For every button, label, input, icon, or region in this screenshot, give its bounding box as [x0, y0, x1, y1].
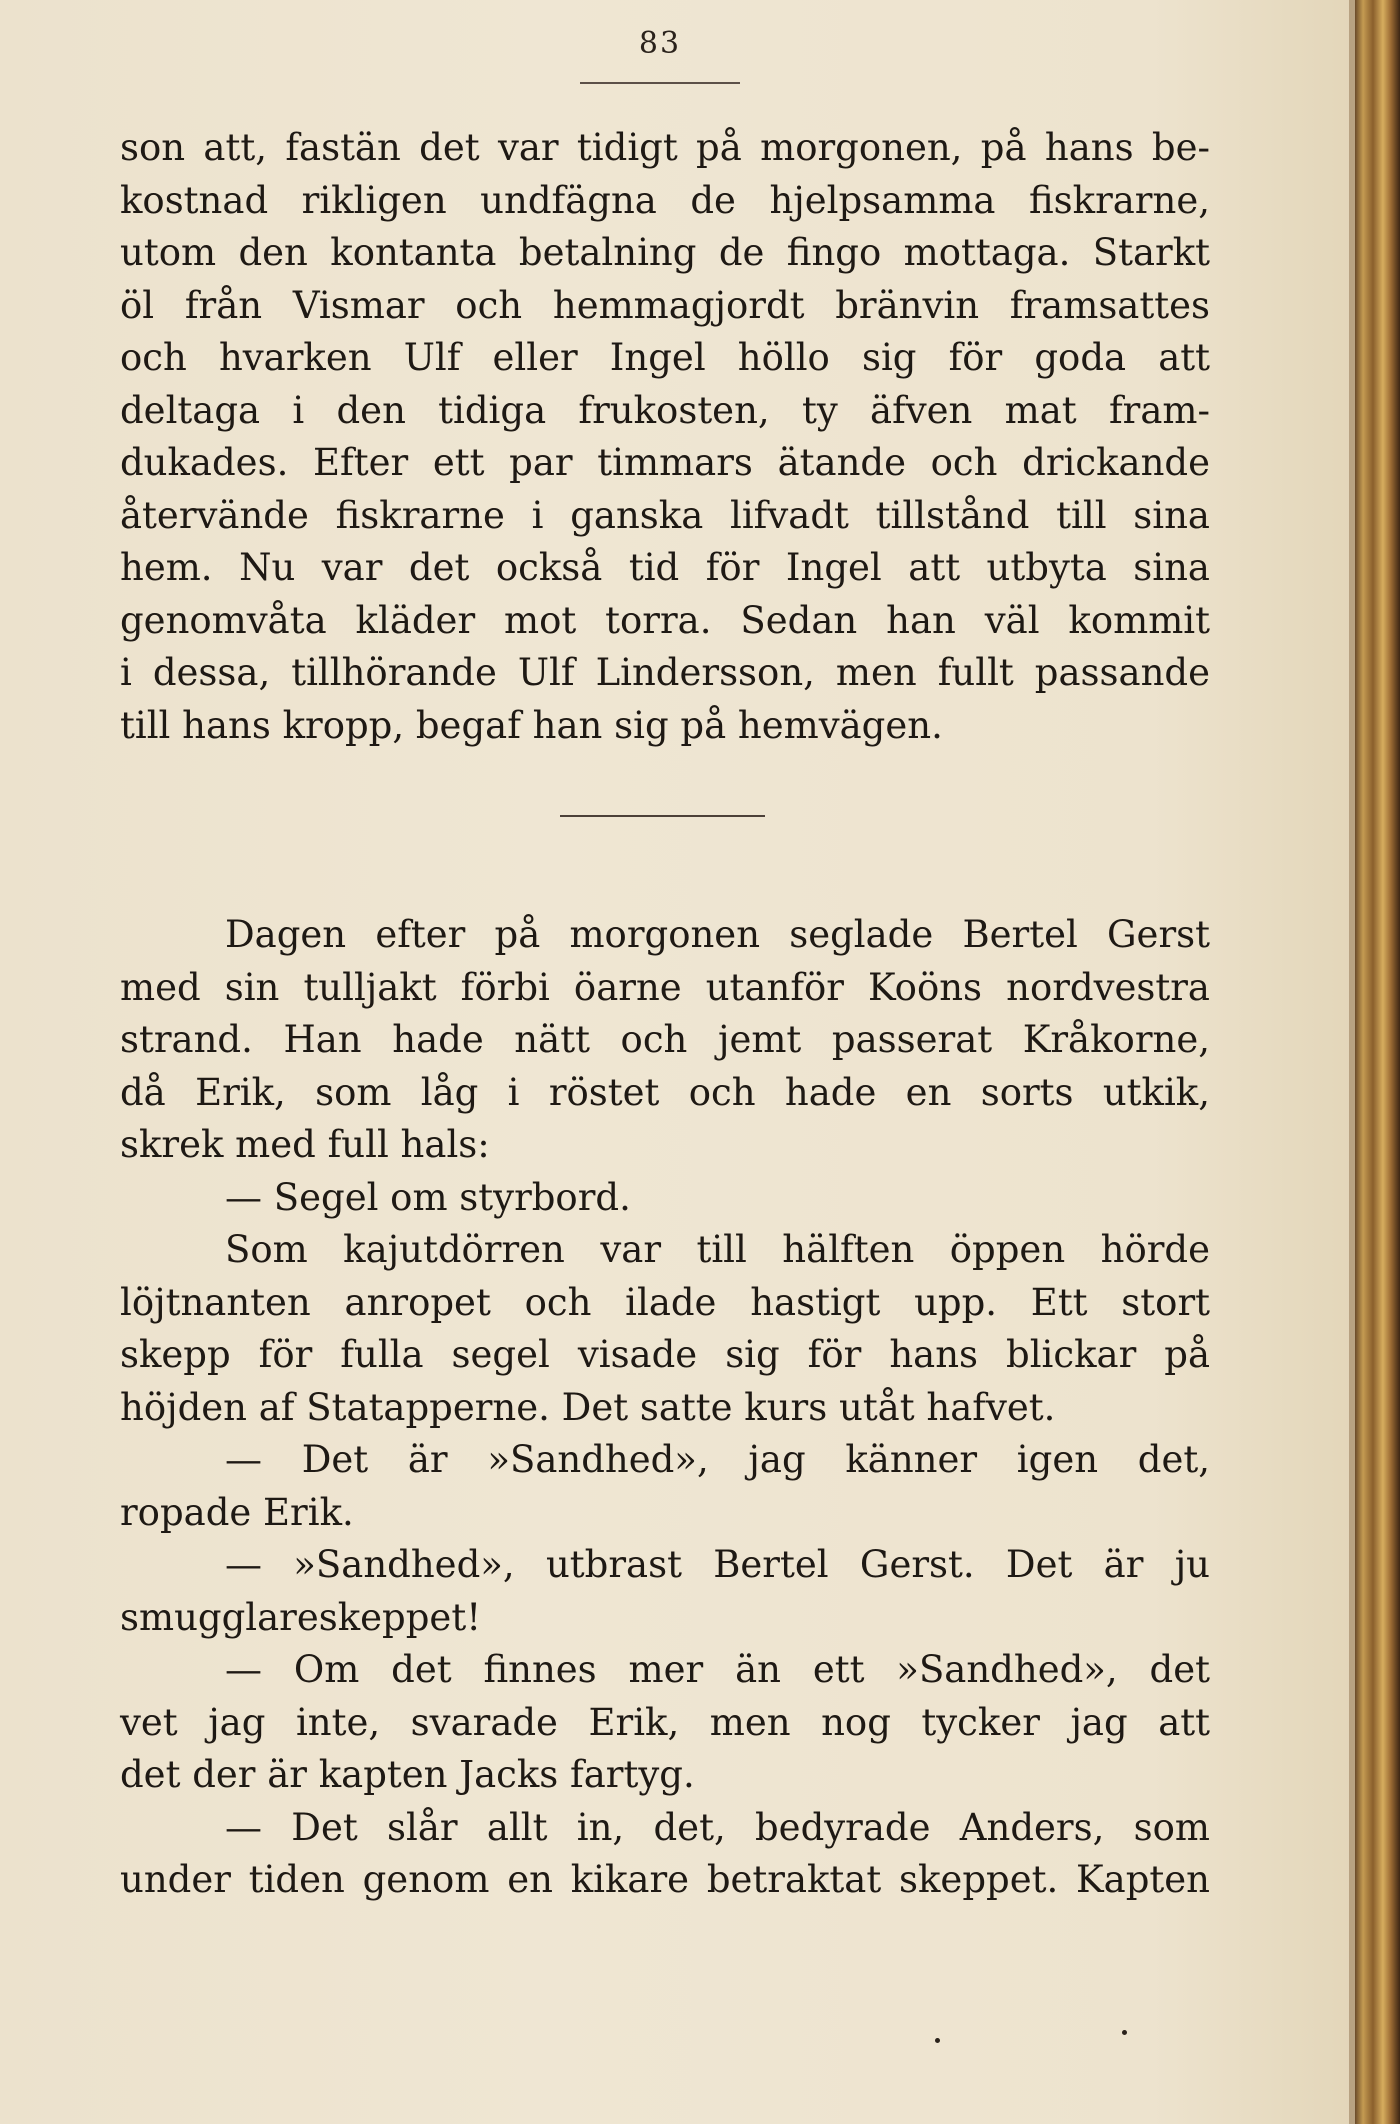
book-binding [1355, 0, 1400, 2124]
text-line: strand. Han hade nätt och jemt passerat Kråkorne, [120, 1018, 1210, 1061]
text-line: återvände fiskrarne i ganska lifvadt tillstånd till sina [120, 493, 1210, 537]
page-number: 83 [638, 26, 682, 61]
text-line: Dagen efter på morgonen seglade Bertel Gerst [225, 913, 1210, 956]
text-line: skepp för fulla segel visade sig för hans blickar på [120, 1333, 1210, 1376]
text-line: genomvåta kläder mot torra. Sedan han väl kommit [120, 598, 1210, 642]
header-rule [580, 82, 740, 84]
dialogue-line: — Segel om styrbord. [225, 1175, 631, 1219]
text-line: hem. Nu var det också tid för Ingel att utbyta sina [120, 546, 1210, 589]
text-line: det der är kapten Jacks fartyg. [120, 1753, 695, 1796]
text-line: under tiden genom en kikare betraktat skeppet. Kapten [120, 1858, 1210, 1901]
text-line: öl från Vismar och hemmagjordt bränvin framsattes [120, 283, 1210, 327]
text-line: till hans kropp, begaf han sig på hemvägen. [120, 703, 943, 747]
text-line: deltaga i den tidiga frukosten, ty äfven mat fram- [120, 388, 1210, 432]
text-line: dukades. Efter ett par timmars ätande och drickande [120, 441, 1210, 484]
text-line: Som kajutdörren var till hälften öppen hörde [225, 1228, 1210, 1271]
dialogue-line: — Det är »Sandhed», jag känner igen det, [225, 1438, 1210, 1481]
text-line: och hvarken Ulf eller Ingel höllo sig för goda att [120, 336, 1210, 379]
text-line: i dessa, tillhörande Ulf Lindersson, men fullt passande [120, 651, 1210, 694]
text-line: vet jag inte, svarade Erik, men nog tycker jag att [120, 1700, 1210, 1744]
dialogue-line: — »Sandhed», utbrast Bertel Gerst. Det är ju [225, 1543, 1210, 1586]
text-line: utom den kontanta betalning de fingo mottaga. Starkt [120, 231, 1210, 274]
text-line: skrek med full hals: [120, 1123, 490, 1166]
text-line: med sin tulljakt förbi öarne utanför Koöns nordvestra [120, 965, 1210, 1009]
text-line: ropade Erik. [120, 1490, 354, 1534]
text-line: smugglareskeppet! [120, 1595, 482, 1639]
dialogue-line: — Om det finnes mer än ett »Sandhed», det [225, 1648, 1210, 1691]
text-line: höjden af Statapperne. Det satte kurs utåt hafvet. [120, 1385, 1056, 1429]
text-line: son att, fastän det var tidigt på morgonen, på hans be- [120, 126, 1210, 169]
text-line: kostnad rikligen undfägna de hjelpsamma fiskrarne, [120, 178, 1210, 222]
ink-speck [935, 2038, 940, 2043]
text-line: löjtnanten anropet och ilade hastigt upp. Ett stort [120, 1280, 1210, 1324]
ink-speck [1122, 2030, 1127, 2035]
section-divider [560, 815, 765, 817]
paragraph-2 [120, 909, 1210, 1907]
dialogue-line: — Det slår allt in, det, bedyrade Anders, som [225, 1805, 1210, 1849]
text-line: då Erik, som låg i röstet och hade en sorts utkik, [120, 1070, 1210, 1114]
paragraph-1 [120, 122, 1210, 752]
